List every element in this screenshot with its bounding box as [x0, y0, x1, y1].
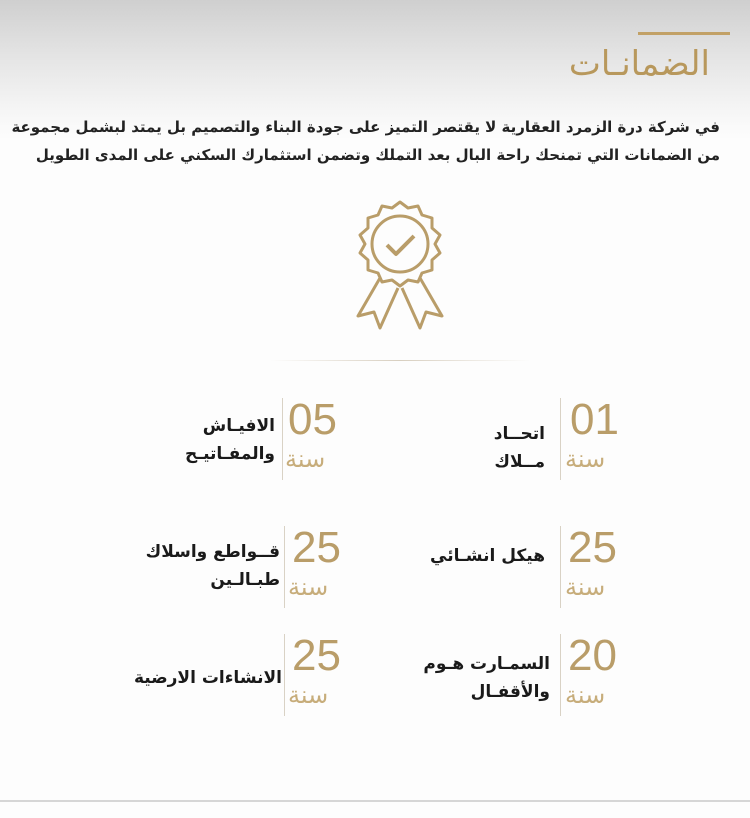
guarantee-item [420, 395, 640, 480]
guarantee-label [423, 650, 550, 706]
intro-text [10, 113, 720, 169]
label-line: طبـالـين [210, 570, 280, 590]
item-divider [282, 398, 283, 480]
guarantee-label [134, 664, 282, 692]
label-line: هيكل انشـائي [430, 546, 545, 566]
guarantee-years: 25 [292, 631, 341, 680]
years-unit: سنة [288, 681, 329, 709]
guarantee-item [120, 523, 360, 608]
label-line: الافيـاش [202, 416, 275, 436]
item-divider [284, 634, 285, 716]
title-accent-bar [638, 32, 730, 35]
guarantee-years: 25 [568, 523, 617, 572]
guarantee-years: 25 [292, 523, 341, 572]
guarantee-label [494, 420, 545, 476]
intro-line: من الضمانات التي تمنحك راحة البال بعد التملك وتضمن استثمارك السكني على المدى الطويل [35, 146, 720, 164]
guarantee-years: 05 [288, 395, 337, 444]
label-line: والأقفـال [470, 682, 550, 702]
page-title: الضمانـات [568, 44, 710, 84]
years-unit: سنة [565, 445, 606, 473]
label-line: السمـارت هـوم [423, 654, 550, 674]
item-divider [560, 526, 561, 608]
guarantee-label [185, 412, 275, 468]
label-line: اتحــاد [493, 424, 545, 444]
guarantee-item [420, 523, 640, 608]
years-unit: سنة [565, 681, 606, 709]
label-line: مــلاك [494, 452, 545, 472]
guarantee-label [430, 542, 545, 570]
bottom-border [0, 800, 750, 802]
item-divider [560, 634, 561, 716]
intro-line: في شركة درة الزمرد العقارية لا يقتصر التميز على جودة البناء والتصميم بل يمتد لبشمل مجموعة [11, 118, 720, 136]
guarantee-item [120, 631, 360, 716]
label-line: قــواطع واسلاك [145, 542, 280, 562]
years-unit: سنة [285, 445, 326, 473]
guarantee-years: 20 [568, 631, 617, 680]
years-unit: سنة [565, 573, 606, 601]
rosette-check-icon [350, 198, 450, 342]
item-divider [560, 398, 561, 480]
section-divider [270, 360, 530, 361]
label-line: الانشاءات الارضية [133, 668, 282, 688]
guarantee-years: 01 [570, 395, 619, 444]
guarantee-label [146, 538, 280, 594]
guarantee-item [420, 631, 640, 716]
item-divider [284, 526, 285, 608]
label-line: والمفـاتيـح [185, 444, 275, 464]
years-unit: سنة [288, 573, 329, 601]
guarantee-item [140, 395, 360, 480]
